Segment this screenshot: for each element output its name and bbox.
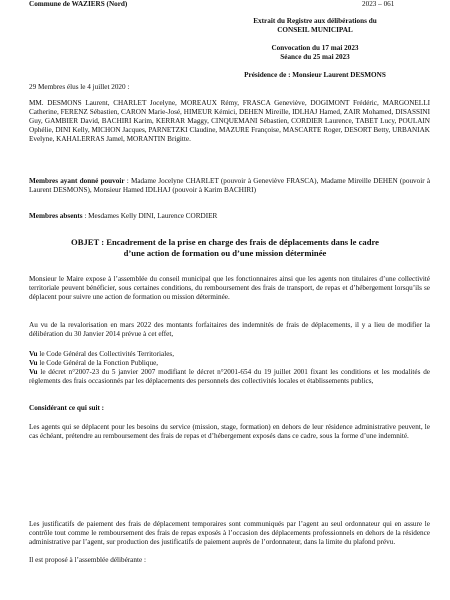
agents-paragraph: Les agents qui se déplacent pour les besoins du service (mission, stage, formation) en dehors de leur résidence administrative peuvent, le cas échéant, prétendre au remboursement des frais de repas et d’hébergement exposés dans ce cadre, sous la forme d’une indemnité. (29, 423, 430, 440)
registry-line1: Extrait du Registre aux délibérations du (253, 17, 377, 25)
revalorisation-paragraph: Au vu de la revalorisation en mars 2022 des montants forfaitaires des indemnités de frais de déplacements, il y a lieu de modifier la délibération du 30 Janvier 2014 prévue à cet effet, (29, 321, 430, 338)
deliberation-ref: 2023 – 061 (362, 0, 395, 8)
presidence: Présidence de : Monsieur Laurent DESMONS (244, 71, 386, 79)
objet-heading (20, 237, 430, 259)
seance-date: Séance du 25 mai 2023 (280, 53, 350, 61)
expose-paragraph: Monsieur le Maire expose à l’assemblée du conseil municipal que les fonctionnaires ainsi que les agents non titulaires d’une collectivité territoriale peuvent bénéficier, sous certaines conditions, du remboursement des frais de transport, de repas et d’hébergement lorsqu’ils se déplacent pour suivre une action de formation ou mission déterminée. (29, 275, 430, 301)
objet-line2: d’une action de formation ou d’une mission déterminée (123, 248, 327, 258)
registry-line2: CONSEIL MUNICIPAL (277, 26, 353, 34)
considerant-heading: Considérant ce qui suit : (29, 404, 105, 412)
objet-line1: OBJET : Encadrement de la prise en charge des frais de déplacements dans le cadre (71, 237, 379, 247)
pouvoir-text: : Madame Jocelyne CHARLET (pouvoir à Geneviève FRASCA), Madame Mireille DEHEN (pouvoir à Laurent DESMONS), Monsieur Hamed IDLHAJ (pouvoir à Karim BACHIRI) (29, 177, 431, 194)
justificatifs-paragraph: Les justificatifs de paiement des frais de déplacement temporaires sont communiqués par l’agent au seul ordonnateur qui en assure le contrôle tout comme le remboursement des frais de repas exposés à l’occasion des déplacements professionnels en dehors de la résidence administrative par l’agent, sur production des justificatifs de paiement auprès de l’ordonnateur, dans la limite du plafond prévu. (29, 520, 430, 546)
members-list: MM. DESMONS Laurent, CHARLET Jocelyne, MOREAUX Rémy, FRASCA Geneviève, DOGIMONT Frédéric, MARGONELLI Catherine, FERENZ Sébastien, CARON Marie-José, HIMEUR Kémici, DEHEN Mireille, IDLHAJ Hamed, ZAIR Mohamed, DISASSINI Guy, GAMBIER David, BACHIRI Karim, KERRAR Maggy, CINQUEMANI Sébastien, CORDIER Laurence, TABET Lucy, POULAIN Ophélie, DINI Kelly, MICHON Jacques, PARNETZKI Claudine, MAZURE Françoise, MASCARTE Roger, DESORT Betty, URBANIAK Evelyne, KAHALERRAS Jamel, MORANTIN Brigitte. (29, 99, 430, 143)
members-pouvoir (29, 177, 430, 195)
absents-label: Membres absents (29, 212, 83, 220)
vu-item-1: Vu le Code Général des Collectivités Territoriales, (29, 350, 175, 358)
vu-item-3: Vu le décret n°2007-23 du 5 janvier 2007 modifiant le décret n°2001-654 du 19 juillet 2001 fixant les conditions et les modalités de règlements des frais occasionnés par les déplacements des personnels des collectivités locales et établissements publics, (29, 368, 430, 385)
proposition-line: Il est proposé à l’assemblée délibérante : (29, 556, 146, 564)
session-dates (215, 44, 415, 62)
commune-name: Commune de WAZIERS (Nord) (29, 0, 128, 8)
convocation-date: Convocation du 17 mai 2023 (271, 44, 359, 52)
members-count: 29 Membres élus le 4 juillet 2020 : (29, 83, 130, 91)
pouvoir-label: Membres ayant donné pouvoir (29, 177, 125, 185)
members-absents (29, 212, 430, 221)
vu-list (29, 350, 430, 386)
vu-item-2: Vu le Code Général de la Fonction Publique, (29, 359, 159, 367)
registry-title (215, 17, 415, 35)
absents-text: : Mesdames Kelly DINI, Laurence CORDIER (82, 212, 218, 220)
